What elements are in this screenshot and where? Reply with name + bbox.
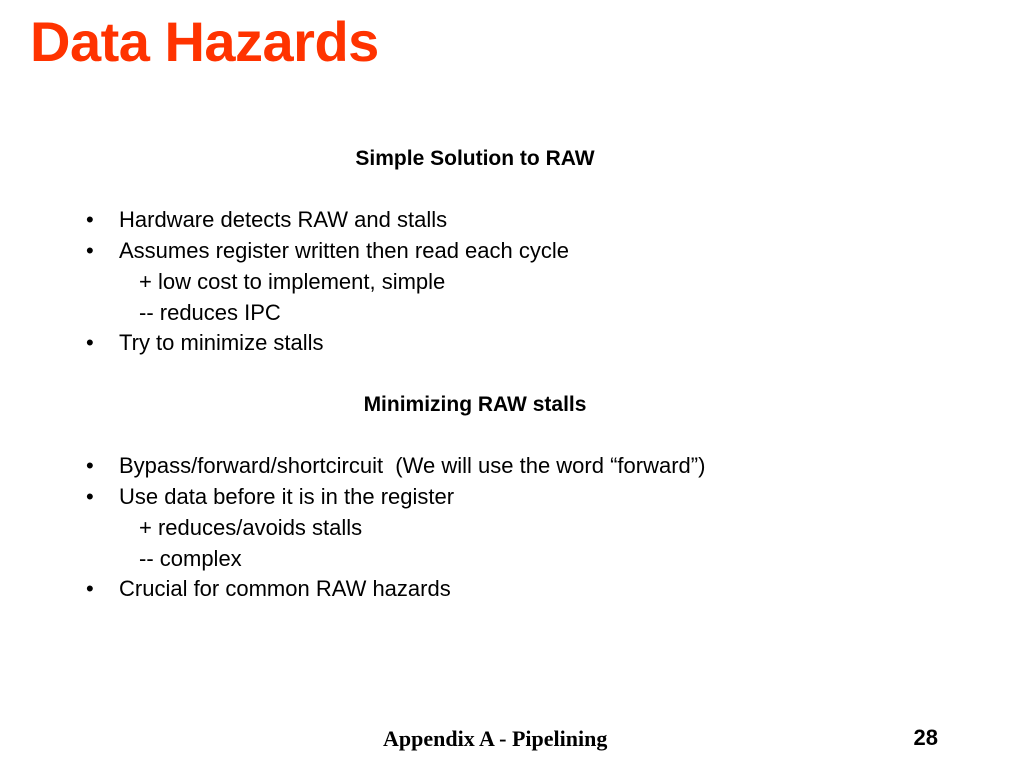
bullet-item bbox=[86, 204, 447, 235]
footer-text: Appendix A - Pipelining bbox=[383, 726, 608, 751]
bullet-glyph: • bbox=[86, 484, 94, 509]
bullet-text: Hardware detects RAW and stalls bbox=[119, 207, 448, 232]
sub-point: -- complex bbox=[139, 546, 242, 571]
bullet-text: Crucial for common RAW hazards bbox=[119, 576, 451, 601]
bullet-text: Assumes register written then read each cycle bbox=[119, 238, 569, 263]
bullet-item bbox=[86, 327, 324, 358]
section-heading-simple-solution: Simple Solution to RAW bbox=[355, 147, 595, 170]
bullet-item bbox=[86, 235, 569, 266]
bullet-glyph: • bbox=[86, 207, 94, 232]
slide-title: Data Hazards bbox=[30, 10, 379, 73]
bullet-text: Bypass/forward/shortcircuit (We will use the word “forward”) bbox=[119, 453, 706, 478]
bullet-glyph: • bbox=[86, 453, 94, 478]
bullet-glyph: • bbox=[86, 330, 94, 355]
sub-point: + low cost to implement, simple bbox=[139, 269, 446, 294]
bullet-glyph: • bbox=[86, 576, 94, 601]
section-heading-minimizing-stalls: Minimizing RAW stalls bbox=[363, 393, 587, 416]
sub-point: -- reduces IPC bbox=[139, 300, 281, 325]
bullet-text: Try to minimize stalls bbox=[119, 330, 324, 355]
bullet-glyph: • bbox=[86, 238, 94, 263]
bullet-item bbox=[86, 450, 705, 481]
sub-point: + reduces/avoids stalls bbox=[139, 515, 363, 540]
bullet-item bbox=[86, 481, 454, 512]
bullet-item bbox=[86, 573, 451, 604]
bullet-text: Use data before it is in the register bbox=[119, 484, 455, 509]
page-number: 28 bbox=[913, 725, 938, 750]
